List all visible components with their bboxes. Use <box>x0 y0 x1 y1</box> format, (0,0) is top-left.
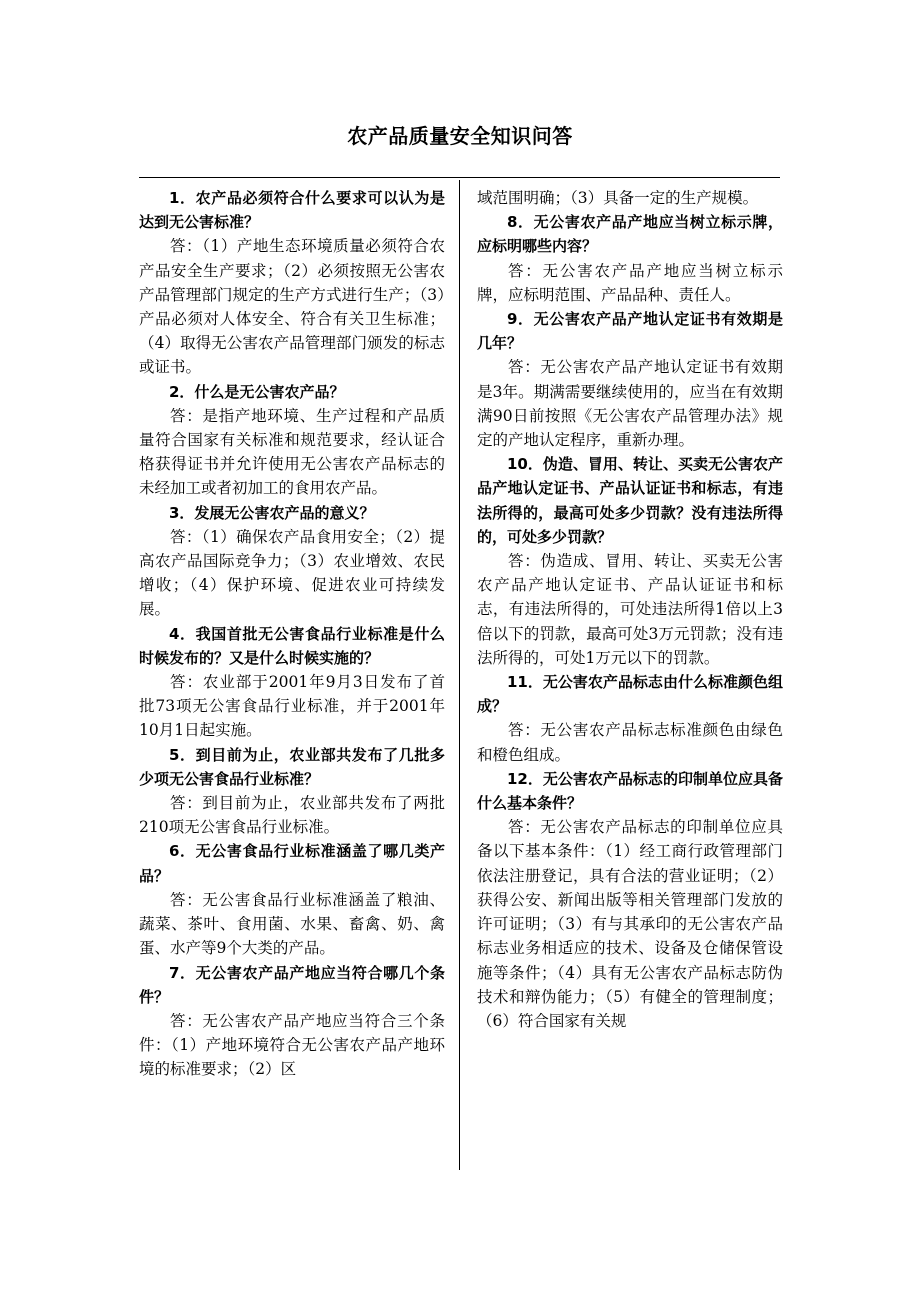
question: 2．什么是无公害农产品？ <box>169 382 345 401</box>
question: 7．无公害农产品产地应当符合哪几个条件？ <box>139 963 445 1006</box>
left-column <box>139 186 445 1082</box>
document-title: 农产品质量安全知识问答 <box>347 124 573 148</box>
answer: 答：到目前为止，农业部共发布了两批210项无公害食品行业标准。 <box>139 794 445 837</box>
question: 10．伪造、冒用、转让、买卖无公害农产品产地认定证书、产品认证证书和标志，有违法所得的，最高可处多少罚款？没有违法所得的，可处多少罚款？ <box>477 455 783 546</box>
answer: 答：无公害食品行业标准涵盖了粮油、蔬菜、茶叶、食用菌、水果、畜禽、奶、禽蛋、水产等9个大类的产品。 <box>139 890 445 958</box>
answer-continued: 域范围明确；（3）具备一定的生产规模。 <box>477 189 759 207</box>
answer: 答：伪造成、冒用、转让、买卖无公害农产品产地认定证书、产品认证证书和标志，有违法所得的，可处违法所得1倍以上3倍以下的罚款，最高可处3万元罚款；没有违法所得的，可处1万元以下的罚款。 <box>477 552 783 667</box>
question: 8．无公害农产品产地应当树立标示牌，应标明哪些内容？ <box>477 213 783 256</box>
answer: 答：无公害农产品标志的印制单位应具备以下基本条件：（1）经工商行政管理部门依法注册登记，具有合法的营业证明；（2）获得公安、新闻出版等相关管理部门发放的许可证明；（3）有与其承印的无公害农产品标志业务相适应的技术、设备及仓储保管设施等条件；（4）具有无公害农产品标志防伪技术和辩伪能力；（5）有健全的管理制度；（6）符合国家有关规 <box>477 818 783 1030</box>
answer: 答：无公害农产品产地应当符合三个条件：（1）产地环境符合无公害农产品产地环境的标准要求；（2）区 <box>139 1011 445 1079</box>
answer: 答：无公害农产品标志标准颜色由绿色和橙色组成。 <box>477 721 783 764</box>
question: 3．发展无公害农产品的意义？ <box>169 503 375 522</box>
question: 9．无公害农产品产地认定证书有效期是几年？ <box>477 310 783 353</box>
question: 4．我国首批无公害食品行业标准是什么时候发布的？又是什么时候实施的？ <box>139 624 445 667</box>
question: 12．无公害农产品标志的印制单位应具备什么基本条件？ <box>477 769 783 813</box>
question: 5．到目前为止，农业部共发布了几批多少项无公害食品行业标准？ <box>139 745 445 788</box>
question: 1．农产品必须符合什么要求可以认为是达到无公害标准？ <box>139 189 445 232</box>
column-divider <box>459 180 460 1170</box>
answer: 答：（1）确保农产品食用安全；（2）提高农产品国际竞争力；（3）农业增效、农民增收；（4）保护环境、促进农业可持续发展。 <box>139 527 445 619</box>
title-divider <box>139 177 780 178</box>
answer: 答：无公害农产品产地认定证书有效期是3年。期满需要继续使用的，应当在有效期满90日前按照《无公害农产品管理办法》规定的产地认定程序，重新办理。 <box>477 358 783 450</box>
question: 11．无公害农产品标志由什么标准颜色组成？ <box>477 673 783 716</box>
right-column <box>477 186 783 1033</box>
answer: 答：是指产地环境、生产过程和产品质量符合国家有关标准和规范要求，经认证合格获得证书并允许使用无公害农产品标志的未经加工或者初加工的食用农产品。 <box>139 406 445 498</box>
answer: 答：（1）产地生态环境质量必须符合农产品安全生产要求；（2）必须按照无公害农产品管理部门规定的生产方式进行生产；（3）产品必须对人体安全、符合有关卫生标准；（4）取得无公害农产品管理部门颁发的标志或证书。 <box>139 237 445 377</box>
answer: 答：无公害农产品产地应当树立标示牌，应标明范围、产品品种、责任人。 <box>477 261 783 304</box>
question: 6．无公害食品行业标准涵盖了哪几类产品？ <box>139 842 445 885</box>
answer: 答：农业部于2001年9月3日发布了首批73项无公害食品行业标准，并于2001年10月1日起实施。 <box>139 673 445 740</box>
